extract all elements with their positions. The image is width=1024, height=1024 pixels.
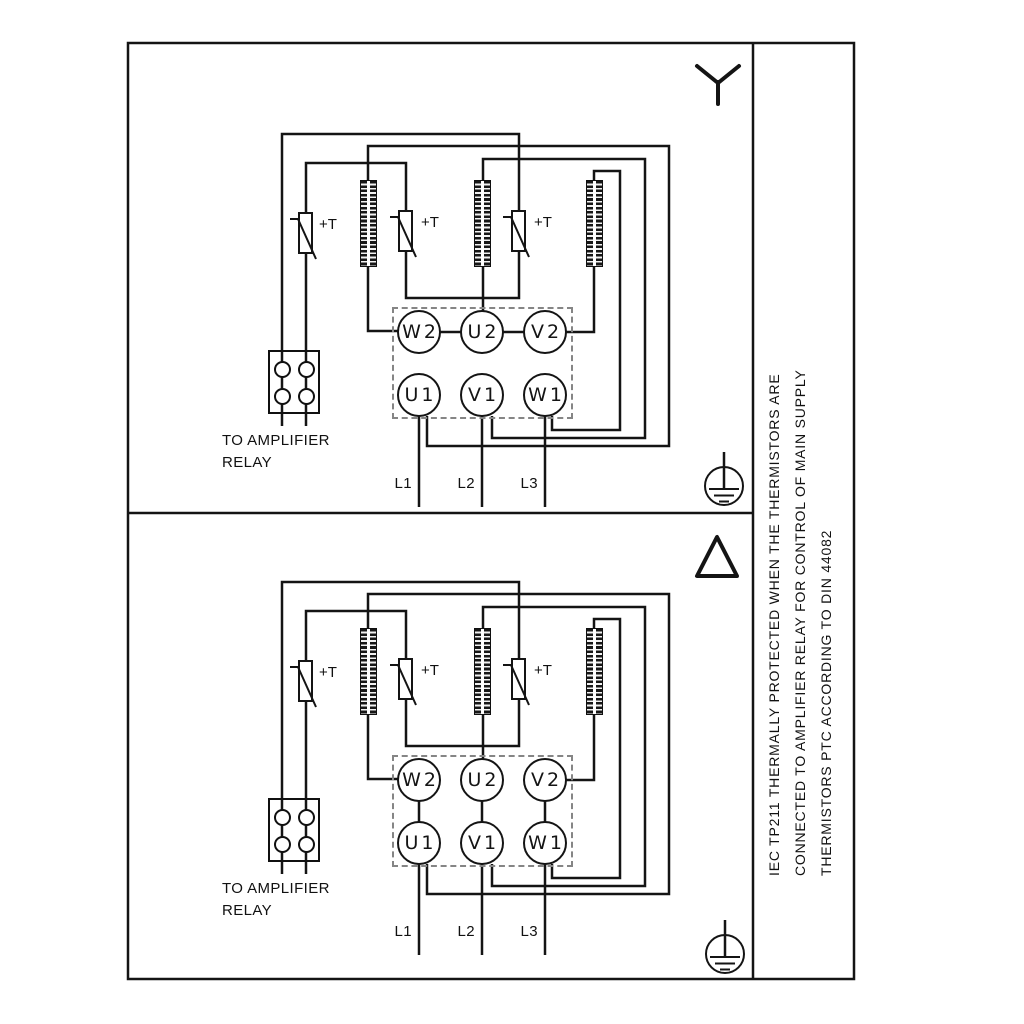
supply-label-l3: L3	[520, 475, 538, 492]
terminal-u2: U2	[460, 310, 504, 354]
relay-contact	[298, 809, 315, 826]
thermistor-label: +T	[421, 214, 439, 231]
relay-contact	[274, 388, 291, 405]
amplifier-relay-box	[268, 798, 320, 862]
terminal-w1: W1	[523, 373, 567, 417]
relay-note-line2: RELAY	[222, 902, 273, 919]
thermistor-label: +T	[421, 662, 439, 679]
motor-winding-3	[586, 628, 603, 715]
motor-winding-1	[360, 180, 377, 267]
side-note-line3: THERMISTORS PTC ACCORDING TO DIN 44082	[818, 529, 834, 876]
terminal-v2: V2	[523, 758, 567, 802]
thermistor-icon	[501, 653, 537, 709]
side-note-line2: CONNECTED TO AMPLIFIER RELAY FOR CONTROL OF MAIN SUPPLY	[792, 369, 808, 876]
relay-contact	[298, 836, 315, 853]
star-symbol-icon	[697, 66, 739, 104]
thermistor-icon	[388, 653, 424, 709]
supply-label-l1: L1	[394, 475, 412, 492]
terminal-w2: W2	[397, 310, 441, 354]
terminal-u1: U1	[397, 373, 441, 417]
earth-ground-icon	[705, 452, 743, 505]
thermistor-label: +T	[319, 216, 337, 233]
thermistor-icon	[388, 205, 424, 261]
terminal-v1: V1	[460, 821, 504, 865]
relay-note-line2: RELAY	[222, 454, 273, 471]
thermistor-label: +T	[534, 214, 552, 231]
relay-note-line1: TO AMPLIFIER	[222, 880, 330, 897]
terminal-u2: U2	[460, 758, 504, 802]
terminal-w2: W2	[397, 758, 441, 802]
motor-winding-2	[474, 180, 491, 267]
terminal-v1: V1	[460, 373, 504, 417]
motor-winding-1	[360, 628, 377, 715]
relay-contact	[298, 388, 315, 405]
thermistor-icon	[501, 205, 537, 261]
relay-contact	[274, 836, 291, 853]
side-note-line1: IEC TP211 THERMALLY PROTECTED WHEN THE THERMISTORS ARE	[766, 373, 782, 876]
supply-label-l2: L2	[457, 475, 475, 492]
supply-label-l1: L1	[394, 923, 412, 940]
relay-note-line1: TO AMPLIFIER	[222, 432, 330, 449]
thermistor-label: +T	[534, 662, 552, 679]
relay-contact	[298, 361, 315, 378]
terminal-u1: U1	[397, 821, 441, 865]
motor-winding-3	[586, 180, 603, 267]
relay-contact	[274, 809, 291, 826]
terminal-v2: V2	[523, 310, 567, 354]
thermistor-label: +T	[319, 664, 337, 681]
earth-ground-icon	[706, 920, 744, 973]
supply-label-l2: L2	[457, 923, 475, 940]
delta-symbol-icon	[697, 537, 737, 576]
terminal-w1: W1	[523, 821, 567, 865]
relay-contact	[274, 361, 291, 378]
motor-winding-2	[474, 628, 491, 715]
amplifier-relay-box	[268, 350, 320, 414]
supply-label-l3: L3	[520, 923, 538, 940]
